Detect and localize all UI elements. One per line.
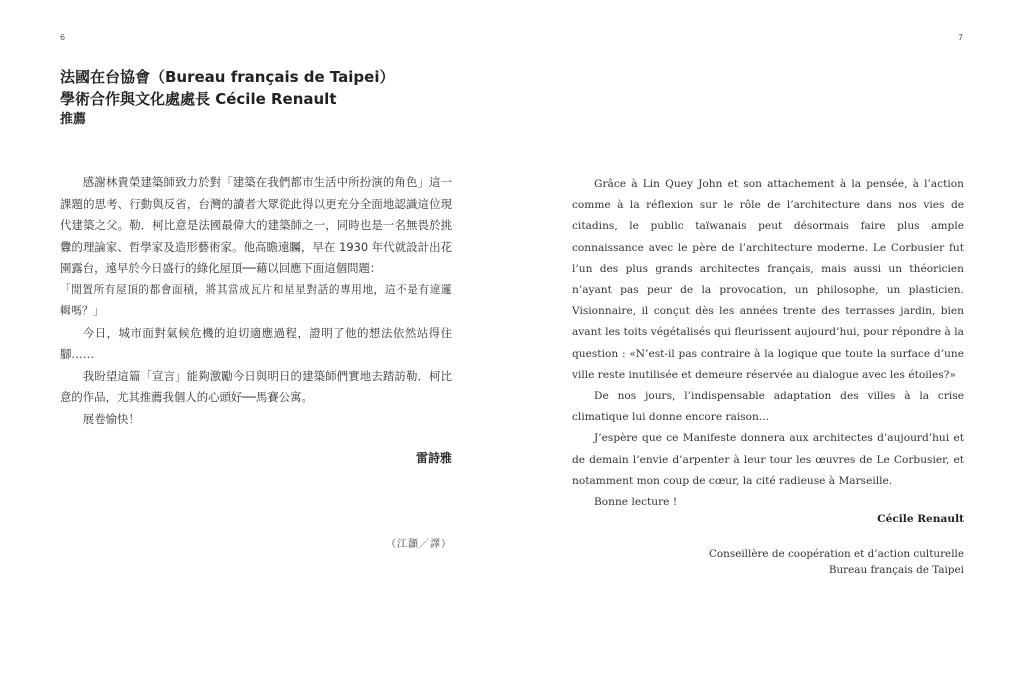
page-number-left: 6 bbox=[60, 33, 66, 42]
chinese-body bbox=[60, 172, 452, 430]
zh-signature: 雷詩雅 bbox=[415, 451, 452, 465]
french-body bbox=[572, 174, 964, 513]
heading-line-position: 學術合作與文化處處長 Cécile Renault bbox=[60, 90, 337, 108]
fr-signatory-title bbox=[700, 546, 964, 578]
zh-paragraph: 我盼望這篇「宣言」能夠激勵今日與明日的建築師們實地去踏訪勒．柯比意的作品，尤其推薦我個人的心頭好──馬賽公寓。 bbox=[60, 368, 452, 404]
zh-quote: 「閒置所有屋頂的都會面積，將其當成瓦片和星星對話的專用地，這不是有違邏輯嗎？」 bbox=[60, 283, 452, 317]
heading-line-institution: 法國在台協會（Bureau français de Taipei） bbox=[60, 68, 395, 86]
fr-office-line: Bureau français de Taipei bbox=[828, 564, 964, 576]
translator-note: （江灝／譯） bbox=[386, 539, 452, 550]
fr-title-line: Conseillère de coopération et d’action culturelle bbox=[708, 548, 964, 560]
fr-paragraph: De nos jours, l’indispensable adaptation des villes à la crise climatique lui donne encore raison... bbox=[572, 390, 964, 424]
zh-paragraph: 今日，城市面對氣候危機的迫切適應過程，證明了他的想法依然站得住腳…… bbox=[60, 325, 452, 361]
fr-paragraph: Grâce à Lin Quey John et son attachement à la pensée, à l’action comme à la réflexion sur le rôle de l’architecture dans nos vies de citadins, le public taïwanais peut désormais faire plus ample connaissance avec le père de l’architecture moderne. Le Corbusier fut l’un des plus grands architectes français, mais aussi un théoricien n’ayant pas peur de la provocation, un philosophe, un plasticien. Visionnaire, il conçut dès les années trente des terrasses jardin, bien avant les toits végétalisés qui fleurissent aujourd’hui, pour répondre à la question : «N’est-il pas contraire à la logique que toute la surface d’une ville reste inutilisée et demeure réservée au dialogue avec les étoiles?» bbox=[572, 178, 964, 381]
page-number-right: 7 bbox=[958, 33, 964, 42]
heading-line-recommend: 推薦 bbox=[60, 112, 87, 127]
zh-paragraph: 展卷愉快！ bbox=[82, 411, 140, 426]
left-heading bbox=[60, 66, 480, 130]
fr-signature: Cécile Renault bbox=[877, 513, 964, 525]
fr-paragraph: J’espère que ce Manifeste donnera aux architectes d’aujourd’hui et de demain l’envie d’arpenter à leur tour les œuvres de Le Corbusier, et notamment mon coup de cœur, la cité radieuse à Marseille. bbox=[572, 432, 964, 487]
fr-paragraph: Bonne lecture ! bbox=[594, 496, 678, 509]
zh-paragraph: 感謝林貴榮建築師致力於對「建築在我們都市生活中所扮演的角色」這一課題的思考、行動與反省，台灣的讀者大眾從此得以更充分全面地認識這位現代建築之父。勒．柯比意是法國最偉大的建築師之一，同時也是一名無畏於挑釁的理論家、哲學家及造形藝術家。他高瞻遠矚，早在 1930 年代就設計出花園露台，遠早於今日盛行的綠化屋頂──藉以回應下面這個問題： bbox=[60, 175, 452, 275]
